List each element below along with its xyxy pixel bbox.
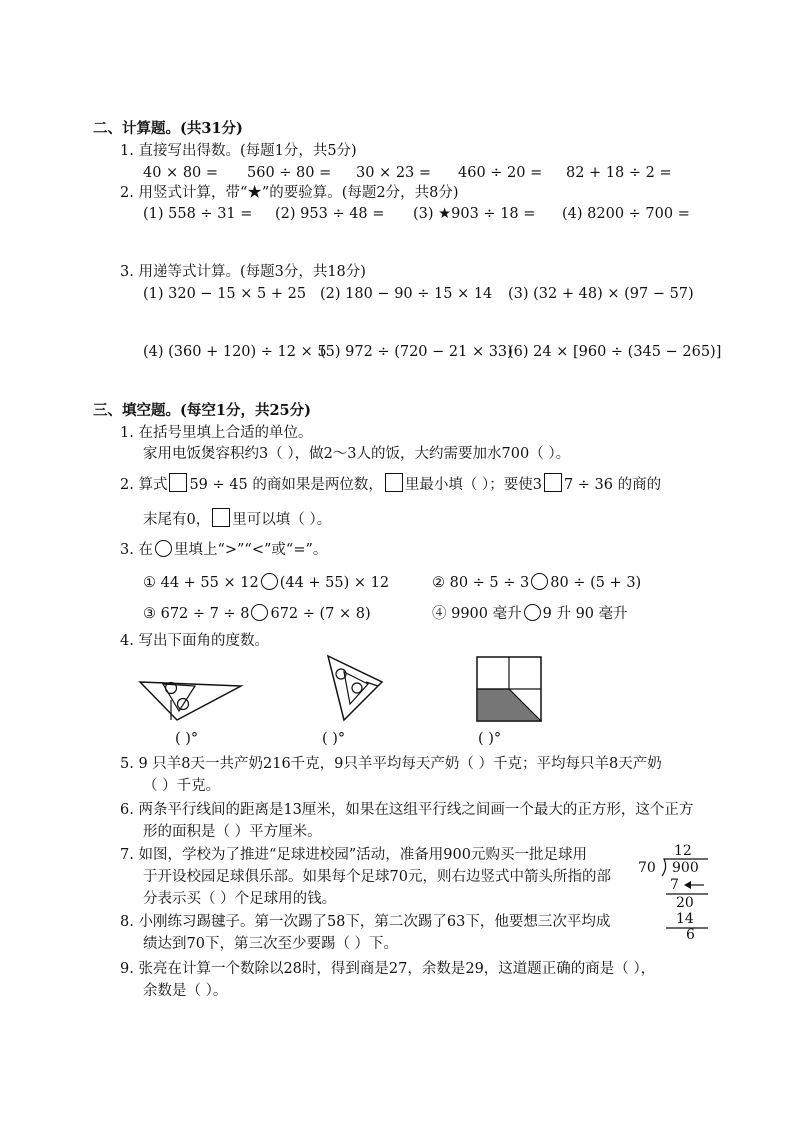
angle-answer-2: ( )°	[322, 731, 346, 747]
stepwise-item: (3) (32 + 48) × (97 − 57)	[508, 286, 694, 302]
quotient: 12	[674, 843, 692, 859]
q2-3-heading: 3. 用递等式计算。(每题3分，共18分)	[120, 264, 366, 280]
blank-box	[169, 473, 187, 492]
q3-9-line1: 9. 张亮在计算一个数除以28时，得到商是27，余数是29，这道题正确的商是（ ），	[120, 961, 656, 977]
compare-item: ① 44 + 55 × 12 (44 + 55) × 12	[143, 575, 390, 591]
q3-1-heading: 1. 在括号里填上合适的单位。	[120, 425, 313, 441]
q3-2-line2: 末尾有0， 里可以填（ ）。	[143, 508, 331, 529]
q3-1-line: 家用电饭煲容积约3（ ），做2～3人的饭，大约需要加水700（ ）。	[143, 446, 571, 462]
q3-7-line1: 7. 如图，学校为了推进“足球进校园”活动，准备用900元购买一批足球用	[120, 847, 587, 863]
square-shaded-figure	[476, 656, 546, 726]
subtract-2: 14	[676, 911, 694, 927]
q3-7-line3: 分表示买（ ）个足球用的钱。	[143, 891, 337, 907]
stepwise-item: (5) 972 ÷ (720 − 21 × 33)	[320, 344, 513, 360]
calc-item: 560 ÷ 80 =	[247, 165, 332, 181]
vertical-calc-item: (1) 558 ÷ 31 =	[143, 206, 253, 222]
q3-6-line1: 6. 两条平行线间的距离是13厘米，如果在这组平行线之间画一个最大的正方形，这个正方	[120, 802, 694, 818]
blank-box	[544, 473, 562, 492]
vertical-calc-item: (3) ★903 ÷ 18 =	[413, 206, 536, 222]
q3-4-heading: 4. 写出下面角的度数。	[120, 633, 269, 649]
long-division-figure	[636, 842, 716, 942]
dividend: 900	[672, 860, 699, 876]
blank-circle	[251, 604, 268, 621]
calc-item: 82 + 18 ÷ 2 =	[566, 165, 672, 181]
q2-1-heading: 1. 直接写出得数。(每题1分，共5分)	[120, 143, 357, 159]
angle-answer-3: ( )°	[478, 731, 502, 747]
stepwise-item: (2) 180 − 90 ÷ 15 × 14	[320, 286, 493, 302]
set-square-figure-1	[135, 656, 255, 726]
q3-7-line2: 于开设校园足球俱乐部。如果每个足球70元，则右边竖式中箭头所指的部	[143, 869, 611, 885]
division-bracket	[636, 842, 716, 942]
stepwise-item: (1) 320 − 15 × 5 + 25	[143, 286, 307, 302]
blank-circle	[531, 573, 548, 590]
q3-8-line2: 绩达到70下，第三次至少要踢（ ）下。	[143, 936, 399, 952]
section2-title: 二、计算题。(共31分)	[93, 120, 243, 137]
compare-item: ③ 672 ÷ 7 ÷ 8 672 ÷ (7 × 8)	[143, 606, 371, 622]
stepwise-item: (4) (360 + 120) ÷ 12 × 5	[143, 344, 327, 360]
blank-circle	[261, 573, 278, 590]
vertical-calc-item: (4) 8200 ÷ 700 =	[562, 206, 690, 222]
q3-8-line1: 8. 小刚练习踢毽子。第一次踢了58下，第二次踢了63下，他要想三次平均成	[120, 914, 611, 930]
divisor: 70	[638, 860, 656, 876]
calc-item: 40 × 80 =	[143, 165, 219, 181]
calc-item: 30 × 23 =	[356, 165, 432, 181]
calc-item: 460 ÷ 20 =	[458, 165, 543, 181]
blank-circle	[524, 604, 541, 621]
q2-2-heading: 2. 用竖式计算，带“★”的要验算。(每题2分，共8分)	[120, 185, 459, 201]
stepwise-item: (6) 24 × [960 ÷ (345 − 265)]	[508, 344, 722, 360]
blank-box	[385, 473, 403, 492]
q3-5-line2: （ ）千克。	[143, 778, 221, 794]
q3-9-line2: 余数是（ ）。	[143, 983, 228, 999]
q3-5-line1: 5. 9 只羊8天一共产奶216千克，9只羊平均每天产奶（ ）千克；平均每只羊8天产奶	[120, 756, 662, 772]
remainder-2: 6	[686, 927, 695, 943]
set-square-figure-2	[320, 652, 390, 732]
compare-item: ④ 9900 毫升 9 升 90 毫升	[432, 606, 628, 622]
q3-2-line1: 2. 算式 59 ÷ 45 的商如果是两位数， 里最小填（ ）；要使3 7 ÷ 36 的商的	[120, 473, 661, 494]
q3-6-line2: 形的面积是（ ）平方厘米。	[143, 824, 322, 840]
q3-3-heading: 3. 在 里填上“>”“<”或“=”。	[120, 542, 328, 558]
section3-title: 三、填空题。(每空1分，共25分)	[93, 402, 311, 419]
compare-item: ② 80 ÷ 5 ÷ 3 80 ÷ (5 + 3)	[432, 575, 642, 591]
vertical-calc-item: (2) 953 ÷ 48 =	[275, 206, 385, 222]
angle-answer-1: ( )°	[175, 731, 199, 747]
blank-box	[212, 508, 230, 527]
blank-circle	[155, 540, 172, 557]
subtract-1: 7	[670, 877, 679, 893]
remainder-1: 20	[676, 895, 694, 911]
